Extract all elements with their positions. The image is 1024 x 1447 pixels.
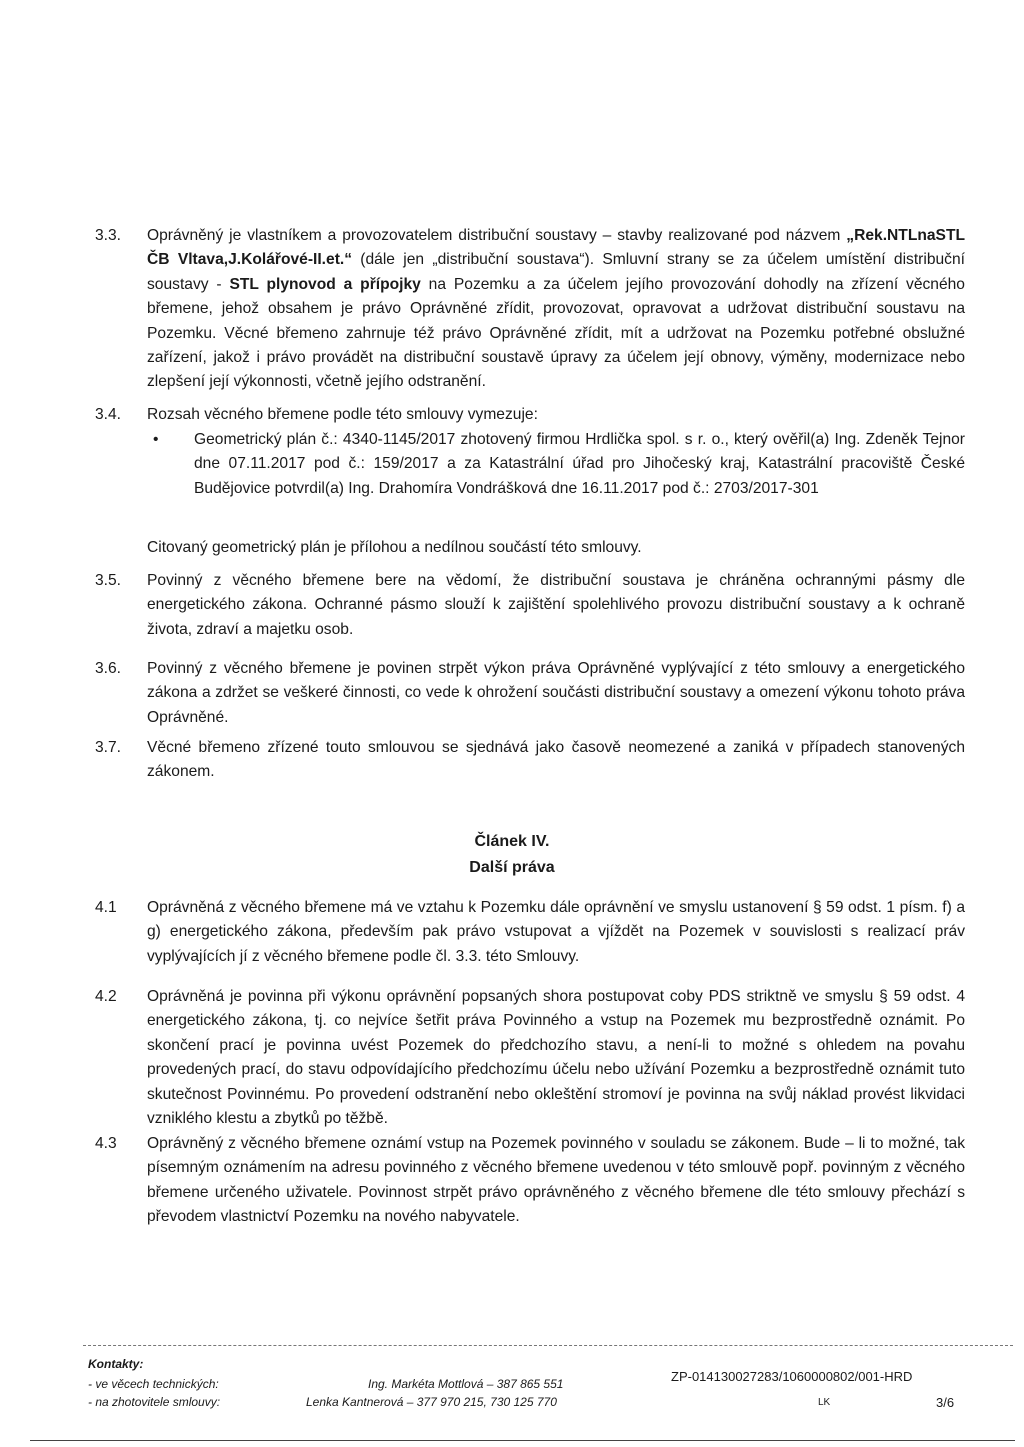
section-body: Oprávněný je vlastníkem a provozovatelem distribuční soustavy – stavby realizované pod názvem „Rek.NTLnaSTL ČB Vltava,J.Kolářové-II.et.“ (dále jen „distribuční soustava“). Smluvní strany se za účelem umístění distribuční soustavy - STL plynovod a přípojky na Pozemku a za účelem jejího provozování dohodly na zřízení věcného břemene, jehož obsahem je právo Oprávněné zřídit, provozovat, opravovat a udržovat distribuční soustavu na Pozemku. Věcné břemeno zahrnuje též právo Oprávněné zřídit, mít a udržovat na Pozemku potřebné obslužné zařízení, jakož i právo provádět na distribuční soustavě úpravy za účelem její obnovy, výměny, modernizace nebo zlepšení její výkonnosti, včetně jejího odstranění.	[147, 227, 965, 391]
footer-contract-person: Lenka Kantnerová – 377 970 215, 730 125 770	[306, 1395, 557, 1409]
section-body: Rozsah věcného břemene podle této smlouvy vymezuje:	[147, 406, 538, 423]
section-body: Povinný z věcného břemene bere na vědomí, že distribuční soustava je chráněna ochrannými pásmy dle energetického zákona. Ochranné pásmo slouží k zajištění spolehlivého provozu distribuční soustavy a k ochraně života, zdraví a majetku osob.	[147, 572, 965, 638]
section-number: 3.7.	[95, 739, 122, 756]
section-4-1	[95, 896, 965, 969]
section-number: 4.2	[95, 988, 117, 1005]
section-number: 3.3.	[95, 227, 122, 244]
section-number: 4.3	[95, 1135, 117, 1152]
section-body: Povinný z věcného břemene je povinen strpět výkon práva Oprávněné vyplývající z této smlouvy a energetického zákona a zdržet se veškeré činnosti, co vede k ohrožení součásti distribuční soustavy a omezení výkonu tohoto práva Oprávněné.	[147, 660, 965, 726]
footer-tech-label: - ve věcech technických:	[88, 1377, 219, 1391]
section-body: Oprávněný z věcného břemene oznámí vstup na Pozemek povinného v souladu se zákonem. Bude – li to možné, tak písemným oznámením na adresu povinného z věcného břemene uvedenou v této smlouvě popř. povinným z věcného břemene určeného uživatele. Povinnost strpět právo oprávněného z věcného břemene dle této smlouvy přechází s převodem vlastnictví Pozemku na nového nabyvatele.	[147, 1135, 965, 1226]
footer-initials: LK	[818, 1397, 831, 1408]
section-3-7	[95, 736, 965, 785]
bullet-icon: •	[153, 431, 159, 448]
section-number: 3.6.	[95, 660, 122, 677]
construction-type: STL plynovod a přípojky	[229, 275, 421, 293]
section-body: Oprávněná z věcného břemene má ve vztahu k Pozemku dále oprávnění ve smyslu ustanovení § 59 odst. 1 písm. f) a g) energetického zákona, především pak právo vstupovat a vjíždět na Pozemek v souvislosti s realizací práv vyplývajících jí z věcného břemene podle čl. 3.3. této Smlouvy.	[147, 899, 965, 965]
page-bottom-line	[30, 1440, 1015, 1441]
section-3-5	[95, 569, 965, 642]
bullet-text: Geometrický plán č.: 4340-1145/2017 zhotovený firmou Hrdlička spol. s r. o., který ověřil(a) Ing. Zdeněk Tejnor dne 07.11.2017 pod č.: 159/2017 a za Katastrální úřad pro Jihočeský kraj, Katastrální pracoviště České Budějovice potvrdil(a) Ing. Drahomíra Vondrášková dne 16.11.2017 pod č.: 2703/2017-301	[194, 431, 965, 497]
section-number: 4.1	[95, 899, 117, 916]
footer-tech-person: Ing. Markéta Mottlová – 387 865 551	[368, 1377, 564, 1391]
project-name: „Rek.NTLnaSTL ČB Vltava,J.Kolářové-II.et.“	[147, 227, 965, 269]
article-title: Článek IV.	[474, 833, 550, 850]
section-number: 3.5.	[95, 572, 122, 589]
section-3-6	[95, 657, 965, 730]
section-3-4	[95, 403, 965, 427]
section-number: 3.4.	[95, 406, 122, 423]
article-subtitle: Další práva	[469, 859, 555, 876]
section-4-2	[95, 985, 965, 1131]
bullet-item	[147, 428, 965, 501]
section-body: Oprávněná je povinna při výkonu oprávnění popsaných shora postupovat coby PDS striktně ve smyslu § 59 odst. 4 energetického zákona, tj. co nejvíce šetřit práva Povinného a vstup na Pozemek mu bezprostředně oznámit. Po skončení prací je povinna uvést Pozemek do předchozího stavu, a není-li to možné s ohledem na povahu provedených prací, do stavu odpovídajícího předchozímu účelu nebo užívání Pozemku a bezprostředně oznámit tuto skutečnost Povinnému. Po provedení odstranění nebo okleštění stromoví je povinna na svůj náklad provést likvidaci vzniklého klestu a zbytků po těžbě.	[147, 988, 965, 1128]
footer-contract-label: - na zhotovitele smlouvy:	[88, 1395, 221, 1409]
section-body: Věcné břemeno zřízené touto smlouvou se sjednává jako časově neomezené a zaniká v případech stanovených zákonem.	[147, 739, 965, 781]
cited-plan-note: Citovaný geometrický plán je přílohou a nedílnou součástí této smlouvy.	[147, 539, 642, 556]
footer-reference: ZP-014130027283/1060000802/001-HRD	[671, 1369, 913, 1384]
section-3-3	[95, 224, 965, 395]
section-4-3	[95, 1132, 965, 1230]
footer-page-number: 3/6	[936, 1395, 955, 1410]
footer-divider	[83, 1345, 1013, 1346]
footer-contacts-label: Kontakty:	[88, 1357, 144, 1371]
